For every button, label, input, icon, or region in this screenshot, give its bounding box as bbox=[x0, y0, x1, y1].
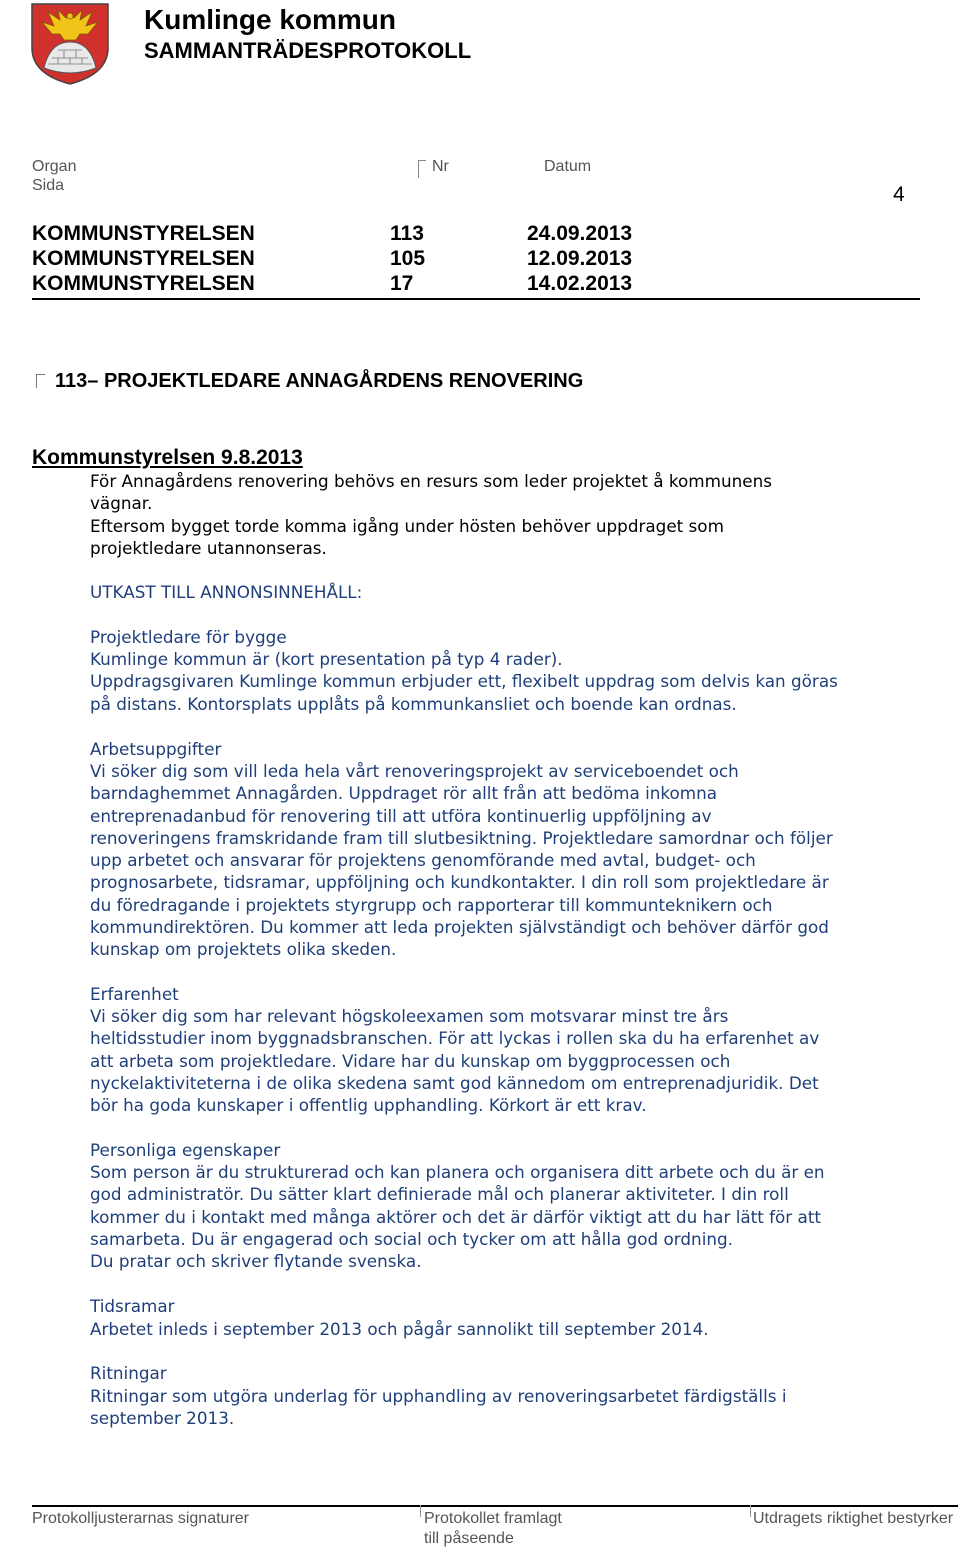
session-heading: Kommunstyrelsen 9.8.2013 bbox=[32, 446, 303, 469]
footer-separator bbox=[420, 1505, 421, 1517]
footer-certified-label: Utdragets riktighet bestyrker bbox=[753, 1510, 954, 1527]
footer-posted-label bbox=[424, 1509, 562, 1549]
section-text-arbetsuppgifter: Vi söker dig som vill leda hela vårt renoveringsprojekt av serviceboendet och barndaghemmet Annagården. Uppdraget rör allt från att bedöma inkomna entreprenadanbud för renovering till att utföra kontinuerlig uppföljning av renoveringens framskridande fram till slutbesiktning. Projektledare samordnar och följer upp arbetet och ansvarar för projektens genomförande med avtal, budget- och prognosarbete, tidsramar, uppföljning och kundkontakter. I din roll som projektledare är du föredragande i projektets styrgrupp och rapporterar till kommunteknikern och kommundirektören. Du kommer att leda projekten självständigt och behöver därför god kunskap om projektets olika skeden. bbox=[90, 761, 833, 960]
ad-intro: Kumlinge kommun är (kort presentation på typ 4 rader). Uppdragsgivaren Kumlinge kommun erbjuder ett, flexibelt uppdrag som delvis kan göras på distans. Kontorsplats upplåts på kommunkansliet och boende kan ordnas. bbox=[90, 649, 838, 714]
coat-of-arms-logo bbox=[30, 2, 110, 86]
meeting-organ: KOMMUNSTYRELSEN bbox=[32, 222, 255, 245]
meeting-nr: 113 bbox=[390, 222, 424, 245]
section-heading-tidsramar: Tidsramar bbox=[90, 1296, 175, 1316]
meeting-datum: 24.09.2013 bbox=[527, 222, 633, 245]
section-heading-erfarenhet: Erfarenhet bbox=[90, 984, 179, 1004]
footer-rule bbox=[32, 1505, 958, 1507]
meeting-datum: 14.02.2013 bbox=[527, 272, 633, 295]
column-label-organ: Organ bbox=[32, 158, 77, 175]
column-label-nr: Nr bbox=[432, 158, 449, 175]
header-rule bbox=[32, 298, 920, 300]
meeting-nr: 105 bbox=[390, 247, 426, 270]
document-type: SAMMANTRÄDESPROTOKOLL bbox=[144, 38, 472, 63]
meeting-organ: KOMMUNSTYRELSEN bbox=[32, 272, 255, 295]
column-label-datum: Datum bbox=[544, 158, 592, 175]
section-text-personliga-egenskaper: Som person är du strukturerad och kan planera och organisera ditt arbete och du är en god administratör. Du sätter klart definierade mål och planerar aktiviteter. I din roll kommer du i kontakt med många aktörer och det är därför viktigt att du har lätt för att samarbeta. Du är engagerad och social och tycker om att hålla god ordning. Du pratar och skriver flytande svenska. bbox=[90, 1162, 825, 1272]
footer-posted-line2: till påseende bbox=[424, 1530, 514, 1547]
column-label-sida: Sida bbox=[32, 177, 65, 194]
section-heading-personliga-egenskaper: Personliga egenskaper bbox=[90, 1140, 281, 1160]
section-heading-ritningar: Ritningar bbox=[90, 1363, 167, 1383]
ad-heading: Projektledare för bygge bbox=[90, 627, 287, 647]
nr-marker bbox=[418, 160, 426, 178]
meeting-nr: 17 bbox=[390, 272, 414, 295]
meeting-organ: KOMMUNSTYRELSEN bbox=[32, 247, 255, 270]
item-marker bbox=[36, 374, 45, 388]
draft-label: UTKAST TILL ANNONSINNEHÅLL: bbox=[90, 582, 363, 602]
agenda-item-title-text: 113– PROJEKTLEDARE ANNAGÅRDENS RENOVERING bbox=[55, 370, 584, 392]
footer-posted-line1: Protokollet framlagt bbox=[424, 1510, 562, 1527]
section-text-tidsramar: Arbetet inleds i september 2013 och pågår sannolikt till september 2014. bbox=[90, 1319, 709, 1339]
section-text-ritningar: Ritningar som utgöra underlag för upphandling av renoveringsarbetet färdigställs i september 2013. bbox=[90, 1386, 787, 1429]
footer-signatures-label: Protokolljusterarnas signaturer bbox=[32, 1510, 249, 1527]
section-text-erfarenhet: Vi söker dig som har relevant högskoleexamen som motsvarar minst tre års heltidsstudier inom byggnadsbranschen. För att lyckas i rollen ska du ha erfarenhet av att arbeta som projektledare. Vidare har du kunskap om byggprocessen och nyckelaktiviteterna i de olika skedena samt god kännedom om entreprenadjuridik. Det bör ha goda kunskaper i offentlig upphandling. Körkort är ett krav. bbox=[90, 1006, 820, 1116]
intro-paragraph: För Annagårdens renovering behövs en resurs som leder projektet å kommunens vägnar. Eftersom bygget torde komma igång under hösten behöver uppdraget som projektledare utannonseras. bbox=[90, 471, 772, 558]
agenda-item-title bbox=[36, 370, 583, 393]
organization-name: Kumlinge kommun bbox=[144, 4, 397, 35]
footer-separator bbox=[750, 1505, 751, 1517]
section-heading-arbetsuppgifter: Arbetsuppgifter bbox=[90, 739, 222, 759]
meeting-datum: 12.09.2013 bbox=[527, 247, 633, 270]
page-number: 4 bbox=[893, 183, 905, 206]
